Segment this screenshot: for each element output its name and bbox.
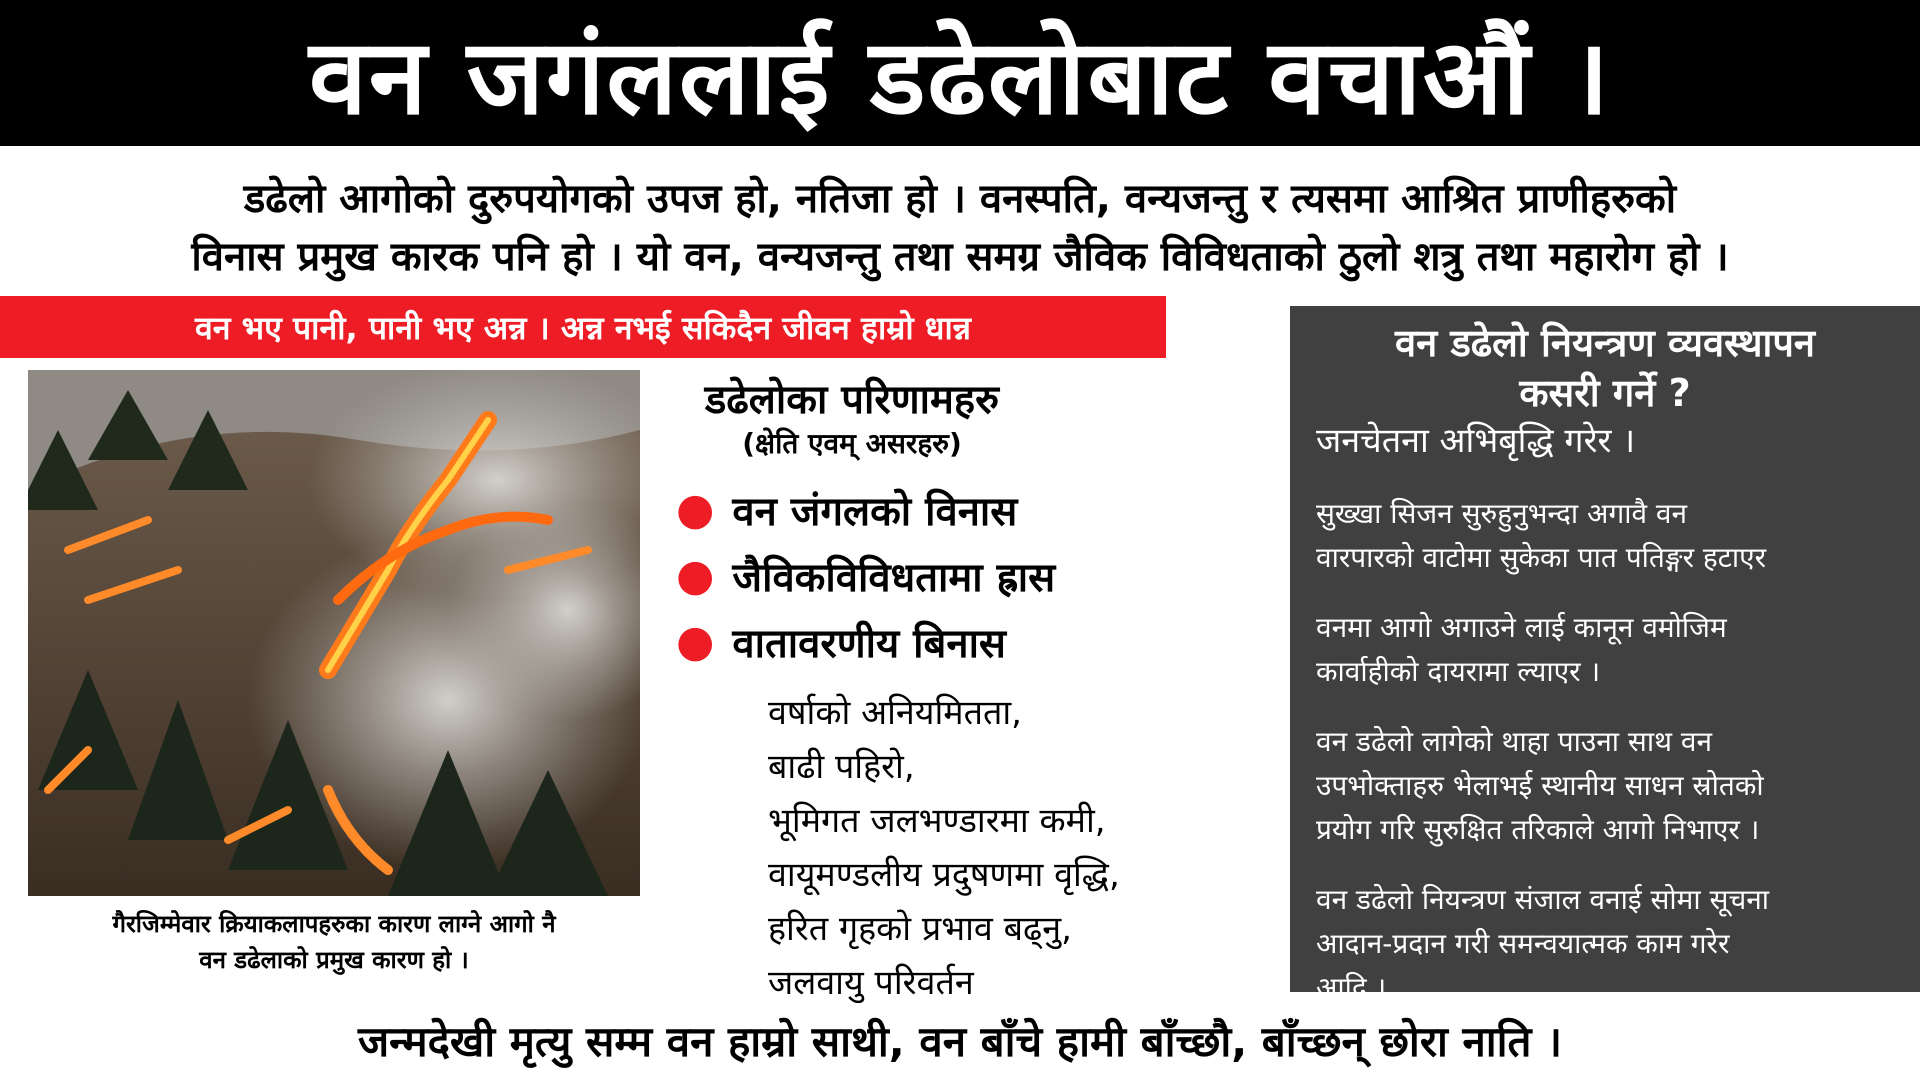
title-banner: [0, 0, 1920, 146]
measure-line: वारपारको वाटोमा सुकेका पात पतिङ्गर हटाएर: [1316, 541, 1767, 574]
measure-item: [1316, 492, 1906, 580]
measure-line: वन डढेलो लागेको थाहा पाउना साथ वन: [1316, 725, 1712, 758]
intro-paragraph: [0, 170, 1920, 286]
measure-line: वनमा आगो अगाउने लाई कानून वमोजिम: [1316, 611, 1727, 644]
effects-bullet-label: जैविकविविधतामा ह्रास: [732, 554, 1056, 601]
effects-bullet-item: [676, 542, 1055, 608]
footer-slogan: जन्मदेखी मृत्यु सम्म वन हाम्रो साथी, वन बाँचे हामी बाँच्छौ, बाँच्छन् छोरा नाति ।: [357, 1017, 1563, 1066]
effects-subtitle: (क्षेति एवम् असरहरु): [742, 427, 962, 460]
measure-line: प्रयोग गरि सुरुक्षित तरिकाले आगो निभाएर ।: [1316, 813, 1760, 846]
measure-item: [1316, 720, 1906, 852]
effects-bullet-label: वातावरणीय बिनास: [732, 620, 1006, 667]
panel-title: [1290, 318, 1920, 418]
panel-lead: जनचेतना अभिबृद्धि गरेर ।: [1316, 421, 1636, 461]
bullet-dot-icon: ●: [676, 615, 715, 667]
measure-line: आदि ।: [1316, 971, 1387, 1004]
measure-line: सुख्खा सिजन सुरुहुनुभन्दा अगावै वन: [1316, 497, 1688, 530]
measure-line: आदान-प्रदान गरी समन्वयात्मक काम गरेर: [1316, 927, 1730, 960]
effects-bullet-item: [676, 608, 1055, 674]
effects-bullet-list: [676, 476, 1055, 674]
caption-line: गैरजिम्मेवार क्रियाकलापहरुका कारण लाग्ने आगो नै: [112, 910, 556, 938]
bullet-dot-icon: ●: [676, 549, 715, 601]
effects-bullet-label: वन जंगलको विनास: [732, 488, 1018, 535]
consequence-item: जलवायु परिवर्तन: [768, 963, 974, 1003]
consequence-item: बाढी पहिरो,: [768, 747, 915, 787]
slogan-text: वन भए पानी, पानी भए अन्न । अन्न नभई सकिदैन जीवन हाम्रो धान्न: [194, 308, 972, 347]
forest-fire-photo: [28, 370, 640, 896]
measures-list: [1316, 492, 1906, 1036]
control-measures-panel: [1290, 306, 1920, 1004]
measure-item: [1316, 606, 1906, 694]
measure-line: कार्वाहीको दायरामा ल्याएर ।: [1316, 655, 1601, 688]
consequence-item: भूमिगत जलभण्डारमा कमी,: [768, 801, 1106, 841]
panel-title-line: वन डढेलो नियन्त्रण व्यवस्थापन: [1395, 321, 1815, 365]
forest-fire-illustration: [28, 370, 640, 896]
page-title: वन जगंललाई डढेलोबाट वचाऔं ।: [309, 15, 1611, 138]
consequence-item: वायूमण्डलीय प्रदुषणमा वृद्धि,: [768, 855, 1120, 895]
consequences-list: [768, 686, 1120, 1010]
intro-line: विनास प्रमुख कारक पनि हो । यो वन, वन्यजन्तु तथा समग्र जैविक विविधताको ठुलो शत्रु तथा महारोग हो ।: [191, 234, 1729, 280]
photo-caption: [20, 906, 648, 978]
effects-bullet-item: [676, 476, 1055, 542]
bullet-dot-icon: ●: [676, 483, 715, 535]
measure-line: उपभोक्ताहरु भेलाभई स्थानीय साधन स्रोतको: [1316, 769, 1764, 802]
panel-title-line: कसरी गर्ने ?: [1519, 371, 1691, 415]
measure-item: [1316, 878, 1906, 1010]
intro-line: डढेलो आगोको दुरुपयोगको उपज हो, नतिजा हो । वनस्पति, वन्यजन्तु र त्यसमा आश्रित प्राणीहरुको: [243, 176, 1677, 222]
caption-line: वन डढेलाको प्रमुख कारण हो ।: [199, 946, 469, 974]
consequence-item: हरित गृहको प्रभाव बढ्नु,: [768, 909, 1072, 949]
consequence-item: वर्षाको अनियमितता,: [768, 693, 1022, 733]
measure-line: वन डढेलो नियन्त्रण संजाल वनाई सोमा सूचना: [1316, 883, 1770, 916]
effects-title: डढेलोका परिणामहरु: [704, 377, 1000, 423]
slogan-bar: [0, 296, 1166, 358]
